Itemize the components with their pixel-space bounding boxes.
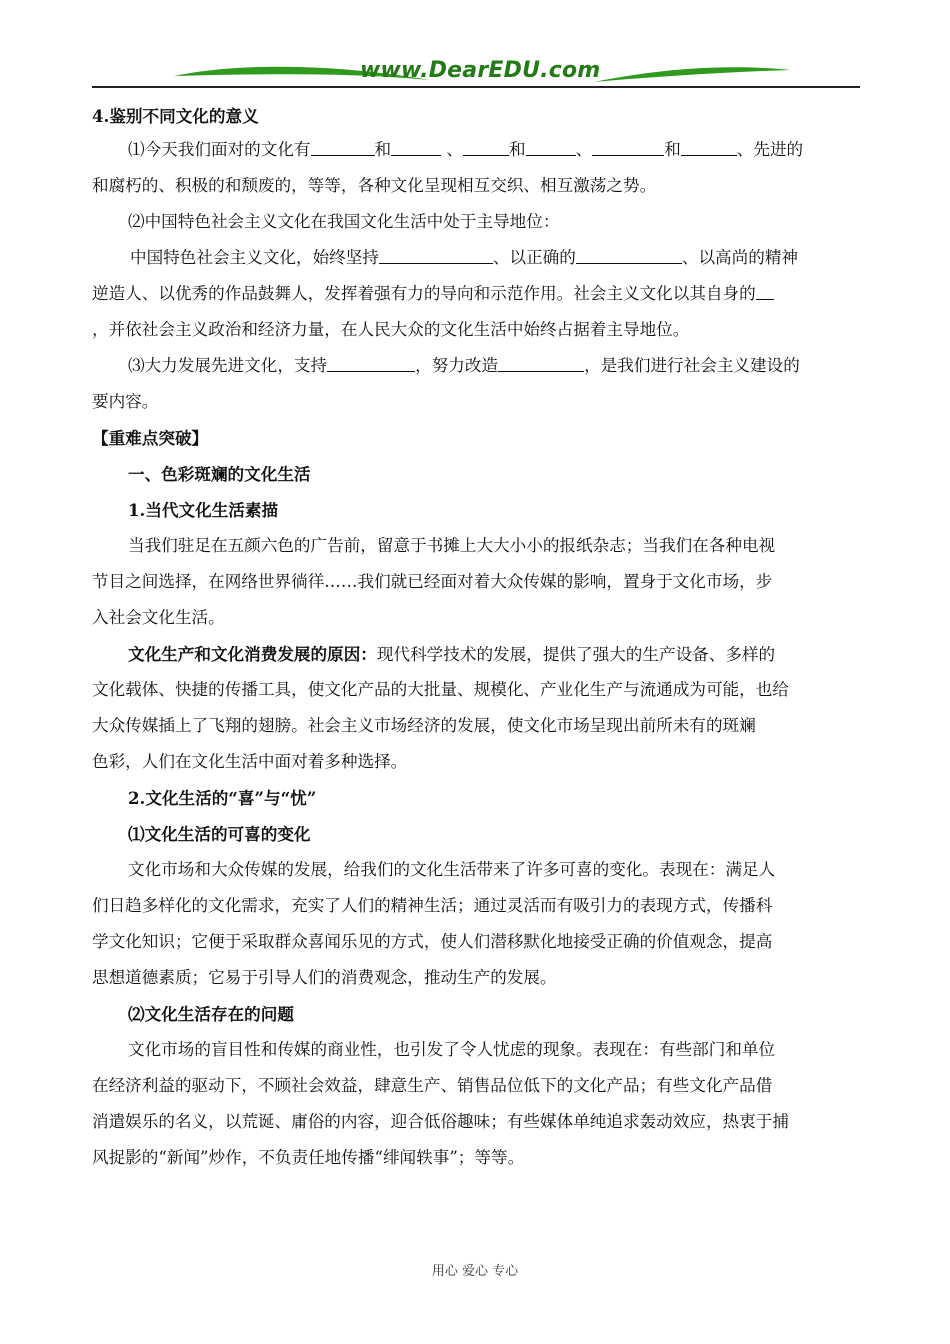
- paragraph-line: 文化载体、快捷的传播工具，使文化产品的大批量、规模化、产业化生产与流通成为可能，也给: [92, 680, 789, 699]
- subheading: ⑵文化生活存在的问题: [128, 1004, 294, 1024]
- paragraph-line: 色彩，人们在文化生活中面对着多种选择。: [92, 752, 408, 771]
- paragraph-line: ⑶大力发展先进文化，支持 ，努力改造 ，是我们进行社会主义建设的: [128, 352, 800, 380]
- paragraph-line: ，并依社会主义政治和经济力量，在人民大众的文化生活中始终占据着主导地位。: [92, 320, 690, 339]
- page-footer: 用心 爱心 专心: [431, 1264, 519, 1279]
- paragraph-line: 当我们驻足在五颜六色的广告前，留意于书摊上大大小小的报纸杂志；当我们在各种电视: [128, 536, 776, 555]
- fill-blank[interactable]: [327, 353, 415, 372]
- paragraph-line: 们日趋多样化的文化需求，充实了人们的精神生活；通过灵活而有吸引力的表现方式，传播科: [92, 896, 773, 915]
- paragraph-line: 在经济利益的驱动下，不顾社会效益，肆意生产、销售品位低下的文化产品；有些文化产品借: [92, 1076, 773, 1095]
- fill-blank[interactable]: [526, 137, 576, 156]
- paragraph-line: 学文化知识；它便于采取群众喜闻乐见的方式，使人们潜移默化地接受正确的价值观念，提高: [92, 932, 773, 951]
- paragraph-line: 大众传媒插上了飞翔的翅膀。社会主义市场经济的发展，使文化市场呈现出前所未有的斑斓: [92, 716, 756, 735]
- page-header: [92, 52, 860, 92]
- paragraph-line: 节目之间选择，在网络世界徜徉……我们就已经面对着大众传媒的影响，置身于文化市场，步: [92, 572, 773, 591]
- fill-blank[interactable]: [311, 137, 375, 156]
- subheading: 一、色彩斑斓的文化生活: [128, 464, 311, 484]
- paragraph-line: 入社会文化生活。: [92, 608, 225, 627]
- subheading: ⑴文化生活的可喜的变化: [128, 824, 311, 844]
- subheading: 1.当代文化生活素描: [128, 500, 279, 520]
- fill-blank[interactable]: [379, 245, 493, 264]
- paragraph-line: 逆造人、以优秀的作品鼓舞人，发挥着强有力的导向和示范作用。社会主义文化以其自身的: [92, 280, 774, 308]
- paragraph-line: 风捉影的“新闻”炒作，不负责任地传播“绯闻轶事”；等等。: [92, 1148, 525, 1167]
- fill-blank[interactable]: [576, 245, 682, 264]
- paragraph-line: ⑵中国特色社会主义文化在我国文化生活中处于主导地位：: [128, 212, 560, 231]
- fill-blank[interactable]: [391, 137, 441, 156]
- paragraph-line: 和腐朽的、积极的和颓废的，等等，各种文化呈现相互交织、相互激荡之势。: [92, 176, 657, 195]
- section-title: 4.鉴别不同文化的意义: [92, 106, 259, 126]
- fill-blank[interactable]: [681, 137, 737, 156]
- fill-blank[interactable]: [463, 137, 509, 156]
- paragraph-line: 消遣娱乐的名义，以荒诞、庸俗的内容，迎合低俗趣味；有些媒体单纯追求轰动效应，热衷于捕: [92, 1112, 789, 1131]
- fill-blank[interactable]: [498, 353, 584, 372]
- site-logo-text: www.DearEDU.com: [360, 58, 601, 83]
- paragraph-line: 文化市场的盲目性和传媒的商业性，也引发了令人忧虑的现象。表现在：有些部门和单位: [128, 1040, 776, 1059]
- section-heading: 【重难点突破】: [92, 428, 209, 448]
- paragraph-line: 思想道德素质；它易于引导人们的消费观念，推动生产的发展。: [92, 968, 557, 987]
- paragraph-line: ⑴今天我们面对的文化有 和 、 和 、 和 、先进的: [128, 136, 803, 164]
- paragraph-line: 文化生产和文化消费发展的原因：现代科学技术的发展，提供了强大的生产设备、多样的: [128, 644, 776, 664]
- bold-lead: 文化生产和文化消费发展的原因：: [128, 644, 377, 664]
- fill-blank[interactable]: [756, 281, 774, 300]
- paragraph-line: 要内容。: [92, 392, 159, 411]
- paragraph-line: 文化市场和大众传媒的发展，给我们的文化生活带来了许多可喜的变化。表现在：满足人: [128, 860, 776, 879]
- subheading: 2.文化生活的“喜”与“忧”: [128, 788, 317, 808]
- paragraph-line: 中国特色社会主义文化，始终坚持 、以正确的 、以高尚的精神: [130, 244, 798, 272]
- fill-blank[interactable]: [592, 137, 664, 156]
- header-rule: [92, 86, 860, 88]
